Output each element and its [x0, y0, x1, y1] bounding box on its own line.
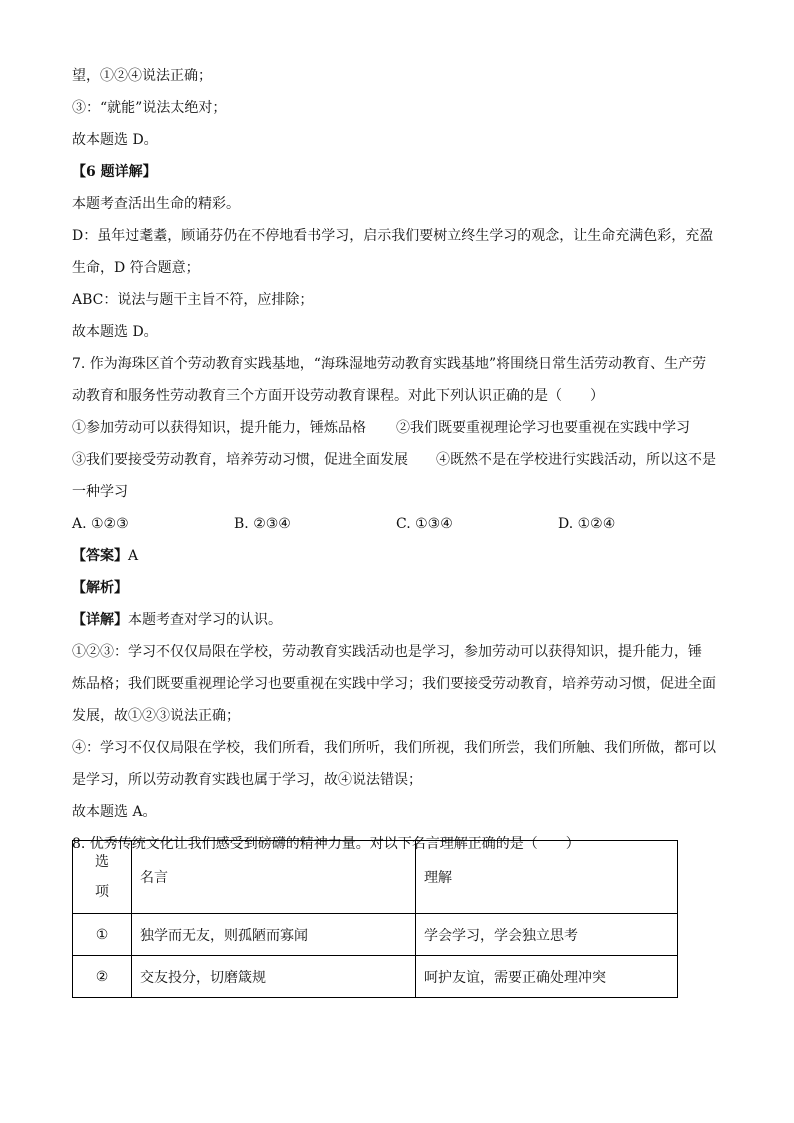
answer-line — [72, 540, 727, 572]
detail-line — [72, 604, 727, 636]
text-line: ABC：说法与题干主旨不符，应排除； — [72, 292, 314, 308]
answer-value: A — [128, 548, 139, 564]
question-7-statements — [72, 412, 727, 444]
text-line: 生命，D 符合题意； — [72, 260, 200, 276]
text-line: 故本题选 D。 — [72, 132, 158, 148]
row-option: ② — [73, 956, 132, 998]
question-7-stem: 动教育和服务性劳动教育三个方面开设劳动教育课程。对此下列认识正确的是（ ） — [72, 388, 604, 404]
table-header-row — [73, 841, 678, 914]
row-quote: 交友投分，切磨箴规 — [132, 956, 416, 998]
text-line: ①②③：学习不仅仅局限在学校，劳动教育实践活动也是学习，参加劳动可以获得知识，提升能力，锤 — [72, 644, 702, 660]
text-line: 望，①②④说法正确； — [72, 68, 212, 84]
option-a: A. ①②③ — [72, 516, 129, 532]
question-7-stem: 7. 作为海珠区首个劳动教育实践基地，“海珠湿地劳动教育实践基地”将围绕日常生活劳动教育、生产劳 — [72, 356, 707, 372]
header-meaning: 理解 — [416, 841, 678, 914]
row-meaning: 学会学习，学会独立思考 — [416, 914, 678, 956]
text-line: ③：“就能”说法太绝对； — [72, 100, 227, 116]
answer-label: 【答案】 — [72, 548, 128, 564]
text-line: ④：学习不仅仅局限在学校，我们所看，我们所听，我们所视，我们所尝，我们所触、我们所做，都可以 — [72, 740, 716, 756]
question-7-options — [72, 508, 727, 540]
section-heading-q6: 【6 题详解】 — [72, 164, 157, 180]
text-line: 炼品格；我们既要重视理论学习也要重视在实践中学习；我们要接受劳动教育，培养劳动习惯，促进全面 — [72, 676, 716, 692]
header-option: 选 项 — [73, 841, 132, 914]
detail-label: 【详解】 — [72, 612, 128, 628]
text-line: 发展，故①②③说法正确； — [72, 708, 240, 724]
statement-2: ②我们既要重视理论学习也要重视在实践中学习 — [396, 420, 690, 436]
text-line: 本题考查活出生命的精彩。 — [72, 196, 240, 212]
question-8-stem: 8. 优秀传统文化让我们感受到磅礴的精神力量。对以下名言理解正确的是（ ） — [72, 836, 580, 852]
statement-4: ④既然不是在学校进行实践活动，所以这不是 — [436, 452, 716, 468]
text-line: 故本题选 D。 — [72, 324, 158, 340]
row-quote: 独学而无友，则孤陋而寡闻 — [132, 914, 416, 956]
detail-text: 本题考查对学习的认识。 — [128, 612, 282, 628]
document-body — [72, 60, 727, 860]
option-c: C. ①③④ — [396, 516, 453, 532]
header-quote: 名言 — [132, 841, 416, 914]
statement-1: ①参加劳动可以获得知识，提升能力，锤炼品格 — [72, 420, 366, 436]
option-d: D. ①②④ — [558, 516, 616, 532]
statement-3: ③我们要接受劳动教育，培养劳动习惯，促进全面发展 — [72, 452, 408, 468]
question-8-table — [72, 840, 678, 998]
option-b: B. ②③④ — [234, 516, 291, 532]
table-row — [73, 956, 678, 998]
analysis-label: 【解析】 — [72, 580, 128, 596]
text-line: 一种学习 — [72, 484, 128, 500]
text-line: 故本题选 A。 — [72, 804, 157, 820]
table-row — [73, 914, 678, 956]
text-line: 是学习，所以劳动教育实践也属于学习，故④说法错误； — [72, 772, 422, 788]
question-7-statements — [72, 444, 727, 476]
row-option: ① — [73, 914, 132, 956]
text-line: D：虽年过耄耋，顾诵芬仍在不停地看书学习，启示我们要树立终生学习的观念，让生命充满色彩，充盈 — [72, 228, 714, 244]
row-meaning: 呵护友谊，需要正确处理冲突 — [416, 956, 678, 998]
